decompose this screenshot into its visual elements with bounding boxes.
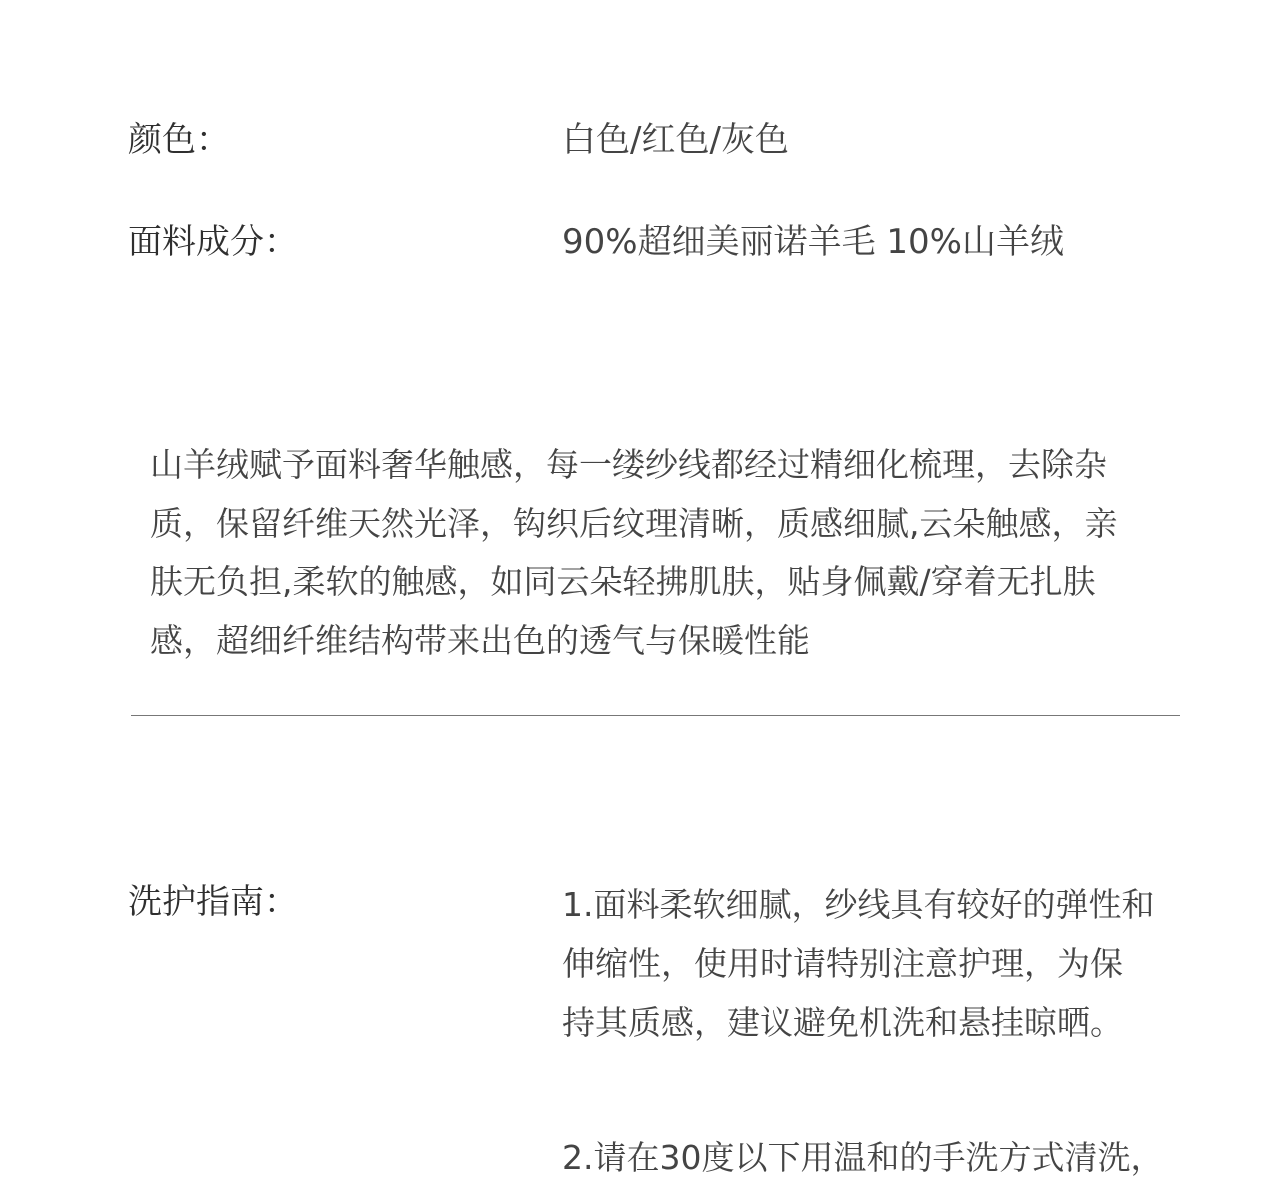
section-divider [131,715,1180,716]
care-guide-label: 洗护指南： [128,882,298,922]
care-item-line: 2.请在30度以下用温和的手洗方式清洗， [562,1138,1164,1177]
care-item-line: 伸缩性，使用时请特别注意护理，为保 [562,944,1123,983]
description-line: 感，超细纤维结构带来出色的透气与保暖性能 [150,620,810,660]
fabric-value: 90%超细美丽诺羊毛 10%山羊绒 [562,222,1064,262]
care-item-line: 持其质感，建议避免机洗和悬挂晾晒。 [562,1003,1123,1042]
care-item-1 [562,875,1262,1052]
description-line: 山羊绒赋予面料奢华触感，每一缕纱线都经过精细化梳理，去除杂 [150,445,1107,484]
care-item-2 [562,1128,1262,1187]
care-item-line: 1.面料柔软细腻，纱线具有较好的弹性和 [562,885,1155,924]
spec-row-fabric [128,220,1208,264]
color-label: 颜色： [128,120,230,160]
description-line: 质，保留纤维天然光泽，钩织后纹理清晰，质感细腻,云朵触感，亲 [150,503,1118,543]
color-value: 白色/红色/灰色 [562,120,789,160]
description-line: 肤无负担,柔软的触感，如同云朵轻拂肌肤，贴身佩戴/穿着无扎肤 [150,562,1096,601]
fabric-label: 面料成分： [128,222,298,262]
product-description [150,436,1190,670]
care-guide-list [562,875,1262,1187]
spec-row-color [128,118,1208,162]
